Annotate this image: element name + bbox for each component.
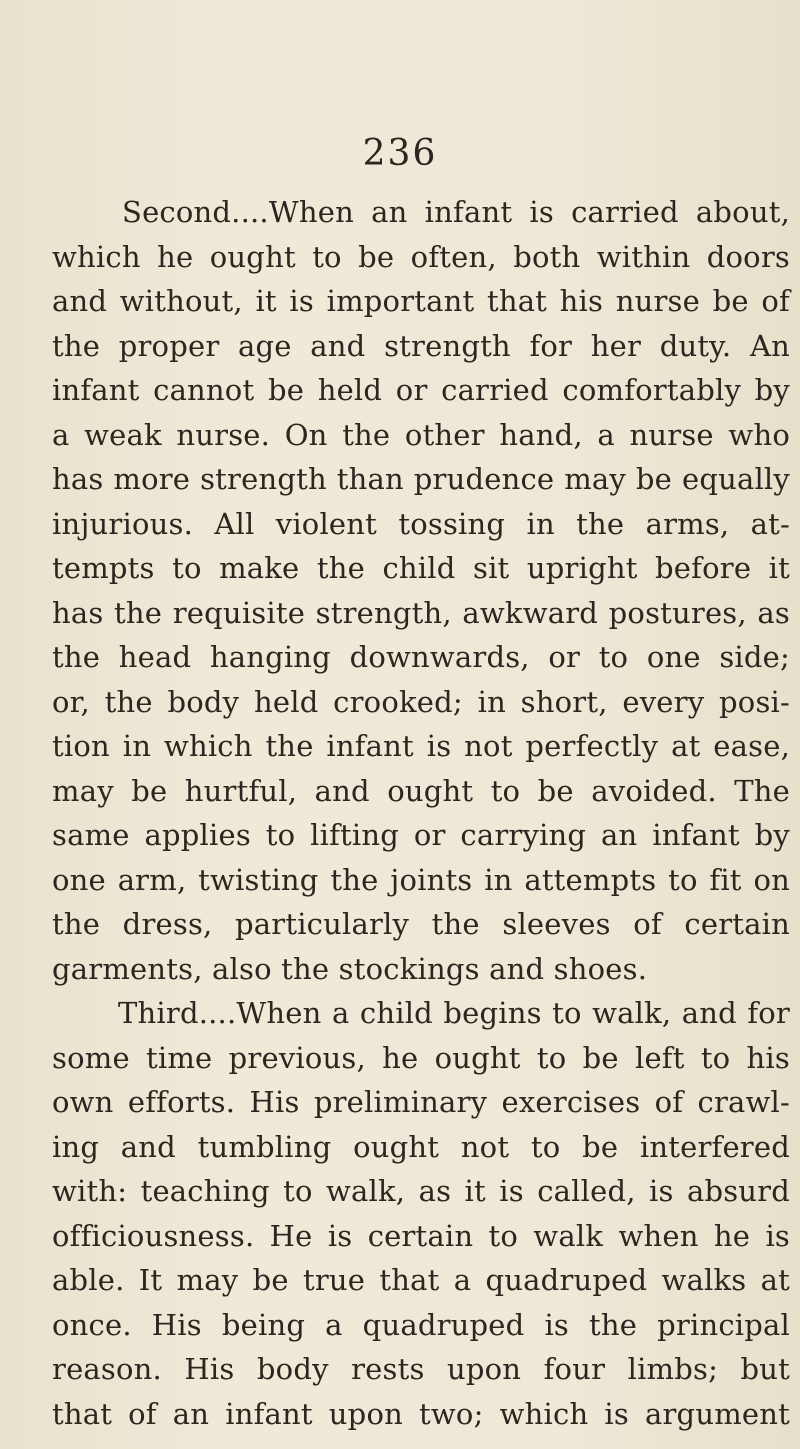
text-line: the head hanging downwards, or to one side; xyxy=(52,640,790,674)
text-line: able. It may be true that a quadruped walks at xyxy=(52,1263,790,1297)
text-line: Third....When a child begins to walk, and for xyxy=(118,996,790,1030)
text-line: injurious. All violent tossing in the arms, at- xyxy=(52,506,790,541)
text-line: may be hurtful, and ought to be avoided. The xyxy=(52,773,790,808)
text-line: ing and tumbling ought not to be interfered xyxy=(52,1129,790,1164)
text-line: which he ought to be often, both within doors xyxy=(52,239,790,274)
text-line: own efforts. His preliminary exercises of crawl- xyxy=(52,1085,790,1119)
text-line: same applies to lifting or carrying an infant by xyxy=(52,818,790,852)
text-line: that of an infant upon two; which is argument xyxy=(52,1396,790,1431)
body-text xyxy=(52,190,790,1436)
text-line: and without, it is important that his nurse be of xyxy=(52,284,790,318)
text-line: a weak nurse. On the other hand, a nurse who xyxy=(52,417,790,452)
text-line: has more strength than prudence may be equally xyxy=(52,462,790,496)
text-line: tion in which the infant is not perfectly at ease, xyxy=(52,729,790,763)
text-line: once. His being a quadruped is the principal xyxy=(52,1307,790,1342)
text-line: with: teaching to walk, as it is called, is absurd xyxy=(52,1174,790,1208)
text-line: Second....When an infant is carried about, xyxy=(122,195,790,229)
text-line: garments, also the stockings and shoes. xyxy=(52,951,648,986)
text-line: has the requisite strength, awkward postures, as xyxy=(52,595,790,630)
text-line: the proper age and strength for her duty. An xyxy=(52,328,790,363)
page-number: 236 xyxy=(362,133,438,174)
text-line: infant cannot be held or carried comfortably by xyxy=(52,373,790,407)
text-line: officiousness. He is certain to walk when he is xyxy=(52,1218,790,1253)
text-line: tempts to make the child sit upright before it xyxy=(52,551,790,585)
text-line: the dress, particularly the sleeves of certain xyxy=(52,907,790,941)
text-line: or, the body held crooked; in short, every posi- xyxy=(52,684,790,719)
text-line: one arm, twisting the joints in attempts to fit on xyxy=(52,862,790,897)
text-line: some time previous, he ought to be left to his xyxy=(52,1040,790,1075)
text-line: reason. His body rests upon four limbs; but xyxy=(52,1352,790,1386)
